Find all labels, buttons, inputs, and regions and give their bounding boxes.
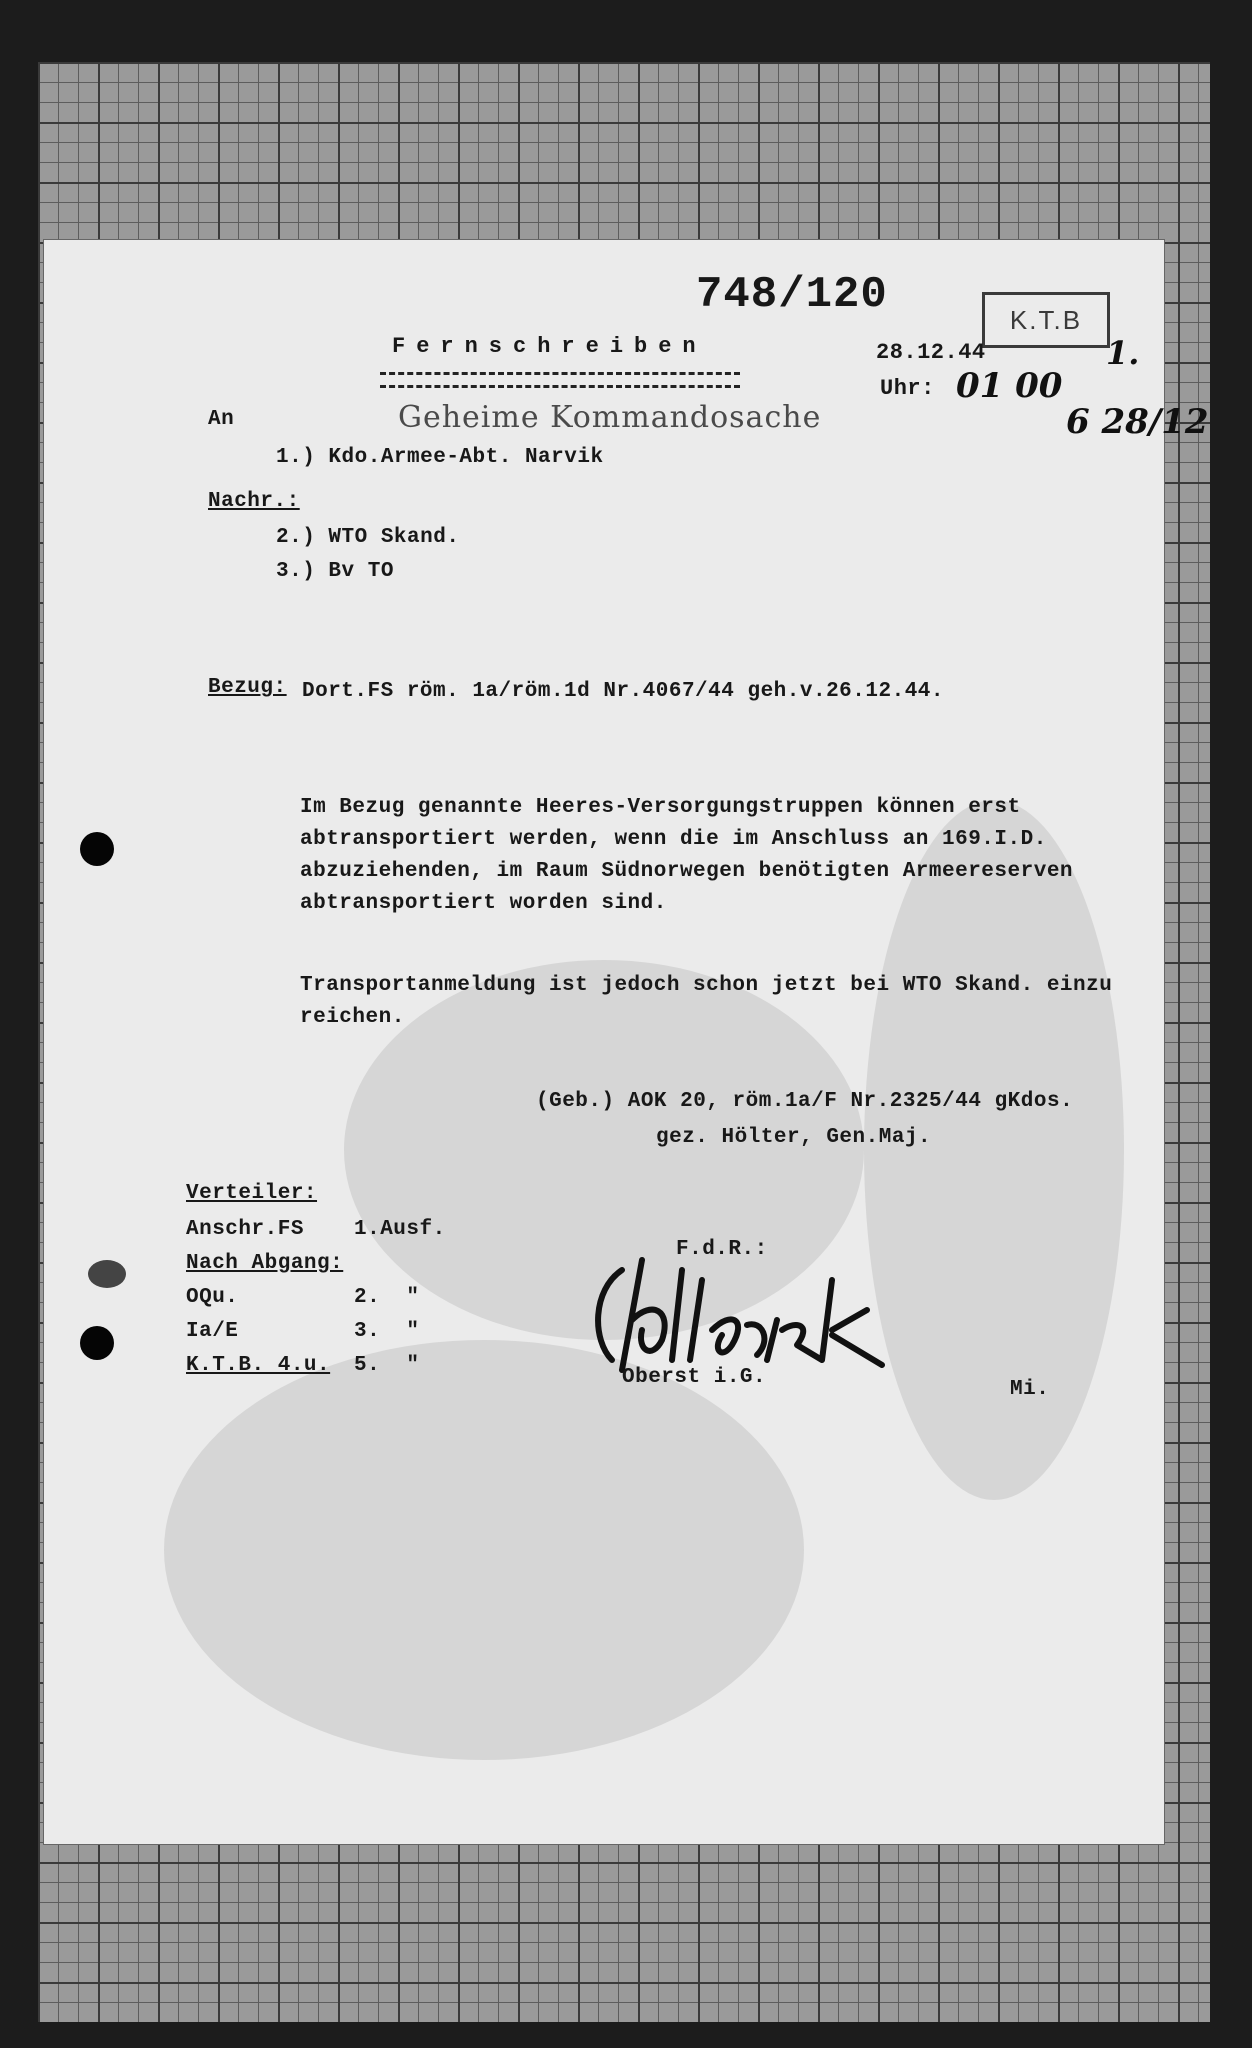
time-value: 01 00 [956, 366, 1063, 406]
paper-stain [164, 1340, 804, 1760]
verteiler-label: Verteiler: [186, 1182, 318, 1205]
handwritten-signature [582, 1250, 922, 1380]
body-line: Im Bezug genannte Heeres-Versorgungstruppen können erst [300, 796, 1021, 819]
recipient-1: 1.) Kdo.Armee-Abt. Narvik [276, 446, 604, 469]
verteiler-row-name: K.T.B. 4.u. [186, 1354, 331, 1377]
verteiler-row-count: 1.Ausf. [354, 1218, 446, 1241]
nachr-label: Nachr.: [208, 490, 300, 513]
signed-by: gez. Hölter, Gen.Maj. [656, 1126, 932, 1149]
document-title: Fernschreiben [392, 334, 707, 359]
time-label: Uhr: [880, 376, 935, 401]
signatory-rank: Oberst i.G. [622, 1366, 767, 1389]
title-rule [380, 372, 740, 388]
body-line: abzuziehenden, im Raum Südnorwegen benötigten Armeereserven [300, 860, 1074, 883]
secret-classification-stamp: Geheime Kommandosache [398, 400, 822, 435]
punch-hole [80, 832, 114, 866]
verteiler-row-name: Anschr.FS [186, 1218, 304, 1241]
body-line: abtransportiert werden, wenn die im Anschluss an 169.I.D. [300, 828, 1047, 851]
bezug-text: Dort.FS röm. 1a/röm.1d Nr.4067/44 geh.v.26.12.44. [302, 680, 945, 703]
body-line: abtransportiert worden sind. [300, 892, 667, 915]
an-label: An [208, 408, 235, 431]
verteiler-row-count: 5. " [354, 1354, 420, 1377]
verteiler-row-name: OQu. [186, 1286, 239, 1309]
telex-document-page [44, 240, 1164, 1844]
verteiler-row-name: Nach Abgang: [186, 1252, 344, 1275]
paper-stain [864, 800, 1124, 1500]
cc-recipient-3: 3.) Bv TO [276, 560, 394, 583]
date: 28.12.44 [876, 340, 986, 365]
body-line: Transportanmeldung ist jedoch schon jetzt bei WTO Skand. einzu [300, 974, 1113, 997]
punch-hole [80, 1326, 114, 1360]
bezug-label: Bezug: [208, 676, 287, 699]
typist-initials: Mi. [1010, 1378, 1050, 1401]
verteiler-row-count: 2. " [354, 1286, 420, 1309]
fdr-label: F.d.R.: [676, 1238, 768, 1261]
body-line: reichen. [300, 1006, 405, 1029]
verteiler-row-name: Ia/E [186, 1320, 239, 1343]
document-number: 748/120 [696, 270, 888, 320]
margin-note: 1. [1106, 334, 1140, 372]
punch-hole [88, 1260, 126, 1288]
verteiler-row-count: 3. " [354, 1320, 420, 1343]
margin-note: 6 28/12 [1066, 402, 1209, 442]
sender-reference: (Geb.) AOK 20, röm.1a/F Nr.2325/44 gKdos. [536, 1090, 1074, 1113]
cc-recipient-2: 2.) WTO Skand. [276, 526, 460, 549]
ktb-stamp: K.T.B [982, 292, 1110, 348]
